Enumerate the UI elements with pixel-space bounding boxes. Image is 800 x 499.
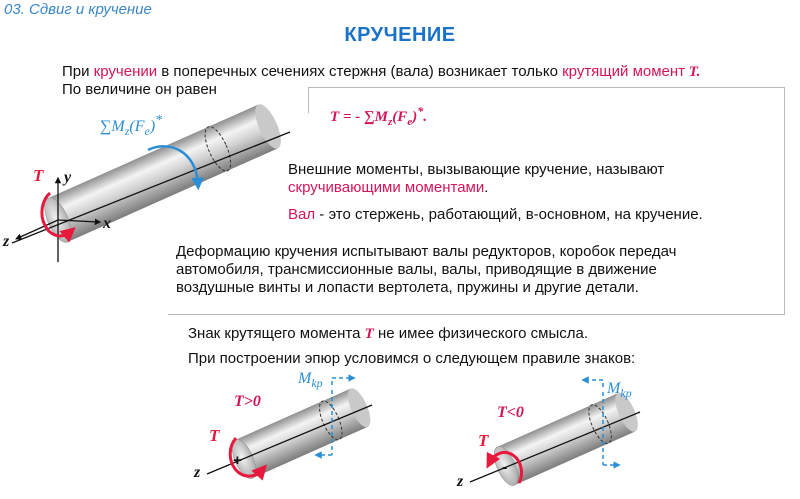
axis-subscript: z [388, 116, 393, 128]
minus-sign: - [502, 459, 508, 476]
figure-shaft-coordinates [2, 101, 290, 262]
page-title: КРУЧЕНИЕ [344, 24, 456, 46]
formula-dot: . [423, 109, 427, 125]
torque-label: T [478, 431, 489, 450]
term-twisting-moments: скручивающими моментами [288, 179, 485, 196]
sign-rule: При построении эпюр условимся о следующем правиле знаков: [188, 350, 636, 367]
shaft-definition-text: - это стержень, работающий, в-основном, на кручение. [315, 206, 703, 223]
torque-label: T [33, 166, 44, 185]
term-shaft: Вал [288, 206, 316, 223]
z-axis-label: z [3, 233, 10, 250]
sign-note-text: Знак крутящего момента [188, 325, 365, 342]
moment-vector-blue [332, 378, 352, 385]
positive-condition-label: T>0 [234, 393, 261, 410]
x-axis-label: x [103, 215, 111, 232]
deformation-line-1: Деформацию кручения испытывают валы редукторов, коробок передач [176, 243, 677, 260]
torque-symbol: T. [685, 64, 701, 80]
intro-text: в поперечных сечениях стержня (вала) возникает только [157, 63, 563, 80]
term-torque: крутящий момент [562, 63, 686, 80]
formula-arg: (F [392, 109, 408, 125]
torque-symbol: T [364, 326, 374, 342]
force-subscript: e [407, 116, 413, 128]
punctuation: . [484, 179, 489, 196]
formula-lhs: T = - [330, 109, 364, 125]
deformation-line-3: воздушные винты и лопасти вертолета, пружины и другие детали. [176, 279, 639, 296]
intro-text: При [62, 63, 94, 80]
z-axis-label: z [194, 464, 201, 481]
y-axis-label: y [64, 169, 72, 186]
section-header: 03. Сдвиг и кручение [4, 1, 152, 18]
plus-sign: + [233, 452, 242, 469]
torque-label: T [209, 426, 220, 445]
intro-line-2: По величине он равен [62, 81, 217, 98]
moment-vector-blue [585, 380, 603, 387]
sum-symbol: ∑ [363, 109, 375, 125]
figure-negative-torque [456, 380, 642, 490]
formula-paren: ) [412, 109, 418, 125]
moment-label: $M_{kp}$ [607, 380, 632, 400]
moment-label: $M_{kp}$ [298, 370, 323, 390]
formula-star: * [417, 104, 424, 118]
shaft-cylinder [39, 101, 286, 246]
negative-condition-label: T<0 [497, 404, 524, 421]
term-torsion: кручении [93, 63, 158, 80]
moment-symbol: M [374, 109, 389, 125]
z-axis-label: z [457, 473, 464, 490]
external-moment-label: $\sum M_z(F_e)*$ [100, 113, 163, 138]
deformation-line-2: автомобиля, трансмиссионные валы, валы, приводящие в движение [176, 261, 657, 278]
external-line-1: Внешние моменты, вызывающие кручение, называют [288, 161, 665, 178]
figure-positive-torque [193, 370, 375, 482]
sign-note-text: не имее физического смысла. [373, 325, 589, 342]
